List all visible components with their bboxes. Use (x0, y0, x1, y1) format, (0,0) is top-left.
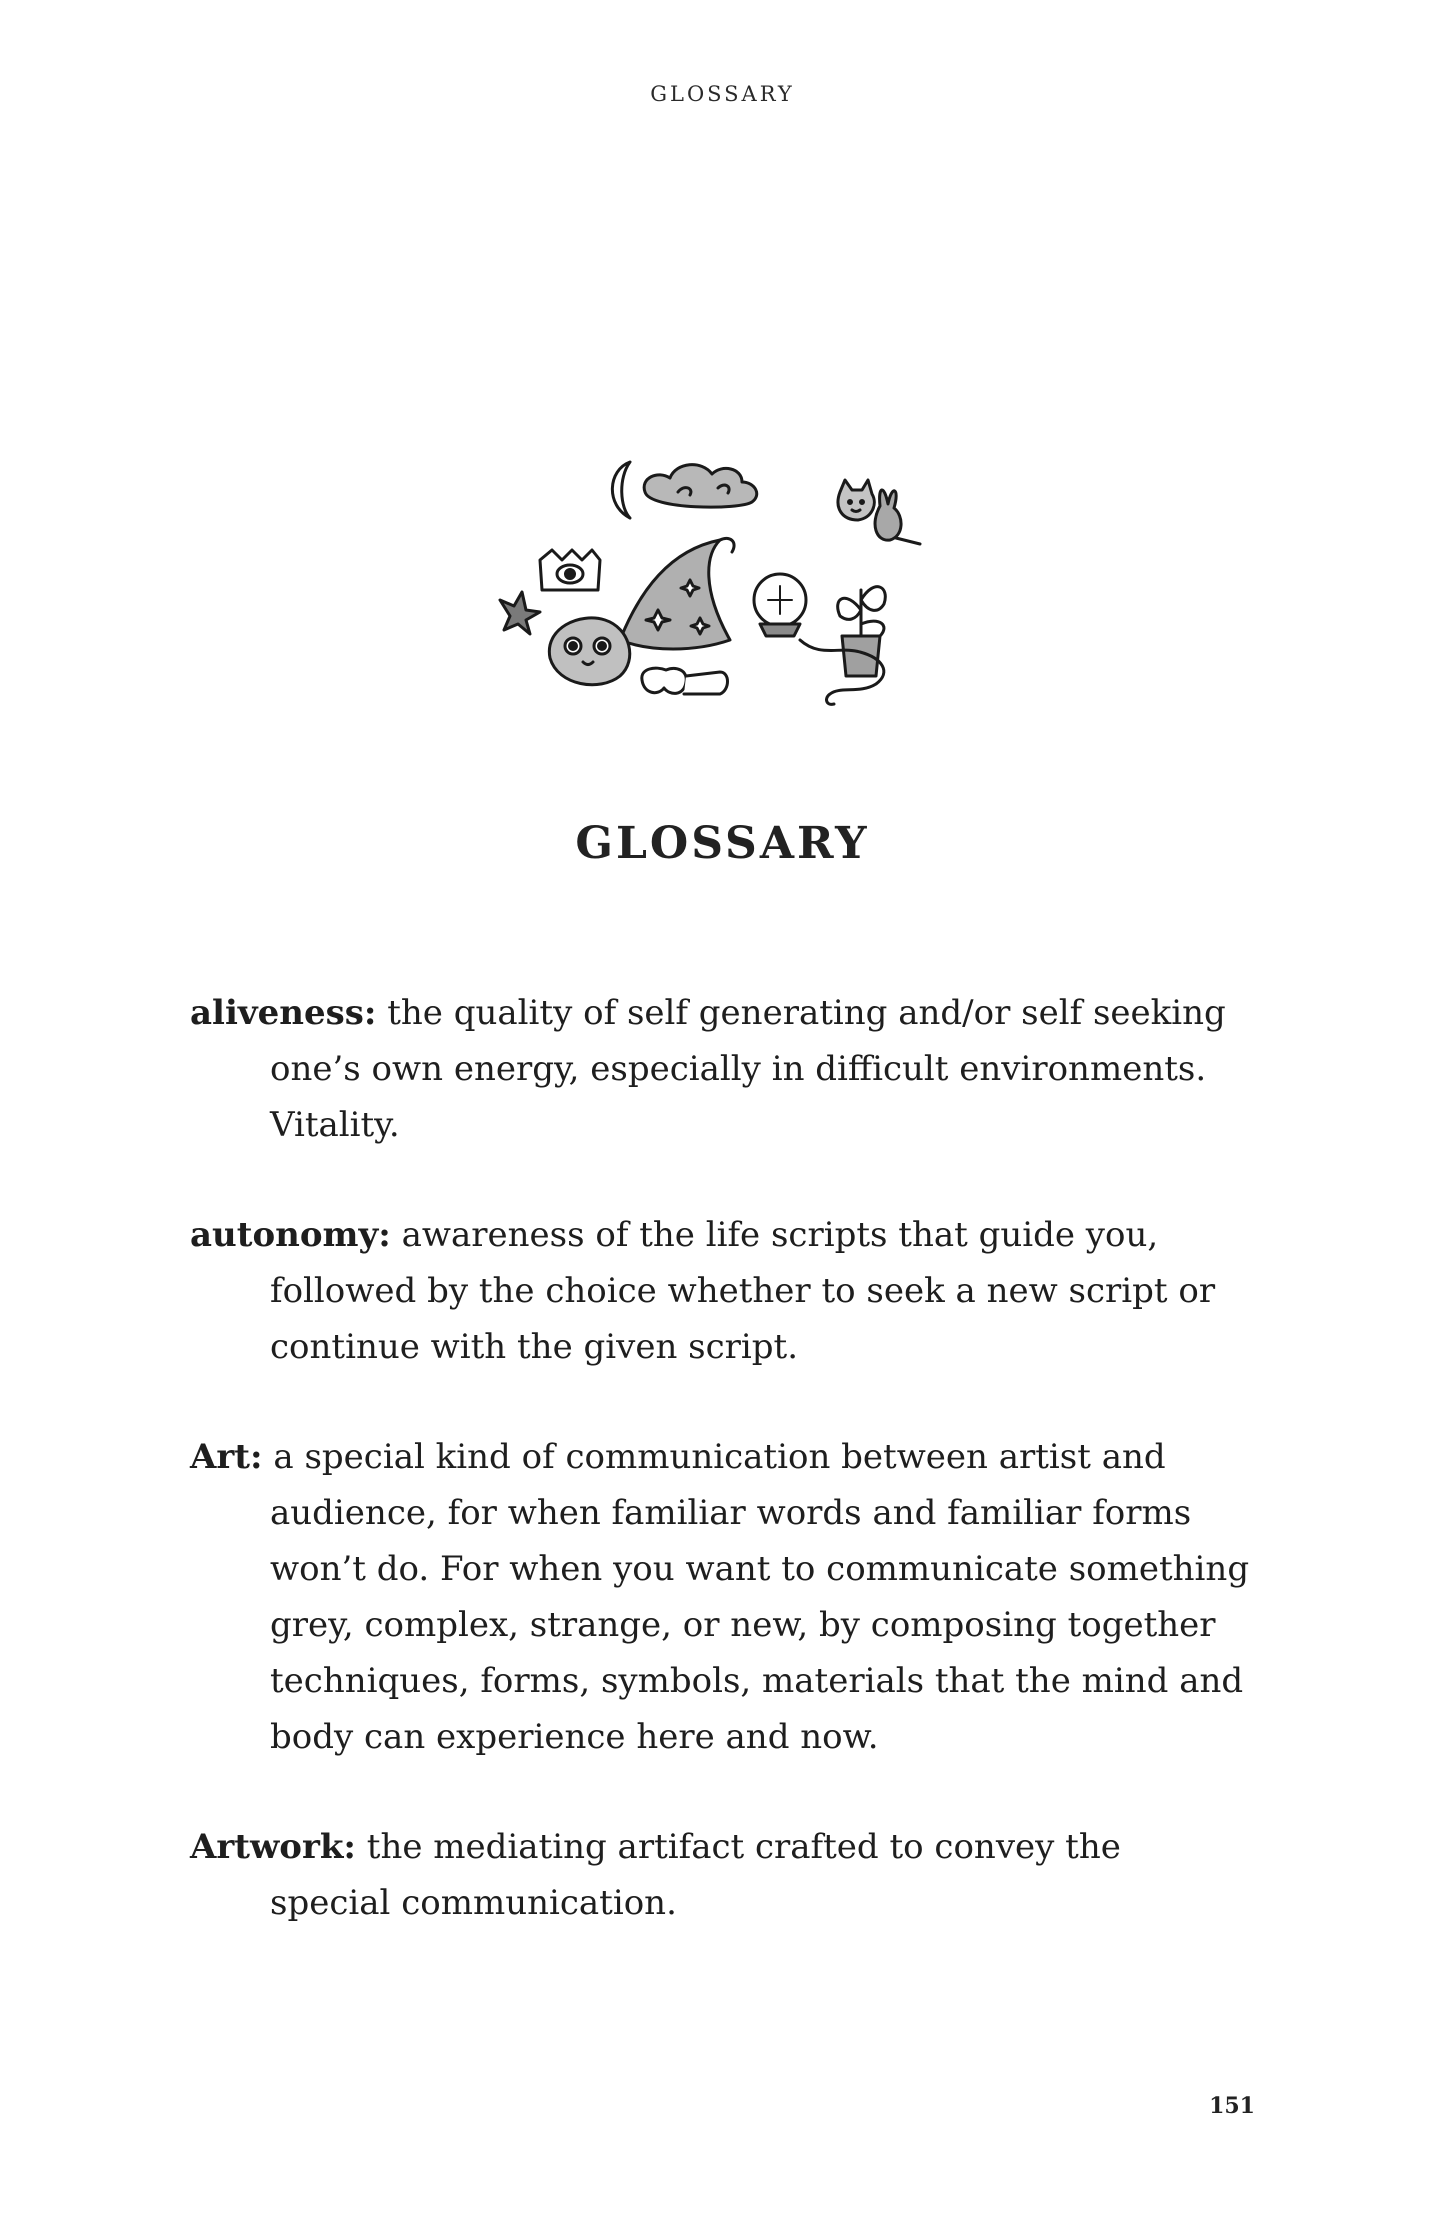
moon-icon (612, 462, 630, 518)
glossary-entry-artwork (190, 1819, 1250, 1931)
crystal-ball-icon (754, 574, 806, 636)
wizard-hat-icon (620, 538, 734, 649)
goggles-icon (642, 668, 728, 694)
cat-icon (838, 480, 874, 520)
page-number: 151 (1209, 2093, 1255, 2119)
glossary-term: autonomy: (190, 1215, 391, 1255)
running-head: GLOSSARY (650, 82, 795, 106)
bunny-icon (875, 490, 920, 544)
glossary-definition: the quality of self generating and/or self seeking one’s own energy, especially in difficult environments. Vitality. (270, 993, 1226, 1145)
glossary-term: aliveness: (190, 993, 377, 1033)
star-icon (500, 592, 540, 634)
glossary-definition: a special kind of communication between artist and audience, for when familiar words and familiar forms won’t do. For when you want to communicate something grey, complex, strange, or new, by composing together techniques, forms, symbols, materials that the mind and body can experience here and now. (270, 1437, 1250, 1757)
glossary-entry-aliveness (190, 985, 1250, 1153)
glossary-term: Art: (190, 1437, 263, 1477)
crown-eye-icon (540, 550, 600, 590)
slime-face-icon (549, 618, 629, 685)
glossary-illustration (480, 440, 980, 720)
glossary-entry-autonomy (190, 1207, 1250, 1375)
glossary-entry-art (190, 1429, 1250, 1765)
cloud-icon (644, 465, 757, 507)
glossary-term: Artwork: (190, 1827, 356, 1867)
glossary-entries (190, 985, 1250, 1985)
page-title: GLOSSARY (575, 818, 870, 869)
glossary-definition: awareness of the life scripts that guide you, followed by the choice whether to seek a new script or continue with the given script. (270, 1215, 1216, 1367)
glossary-definition: the mediating artifact crafted to convey the special communication. (270, 1827, 1121, 1923)
